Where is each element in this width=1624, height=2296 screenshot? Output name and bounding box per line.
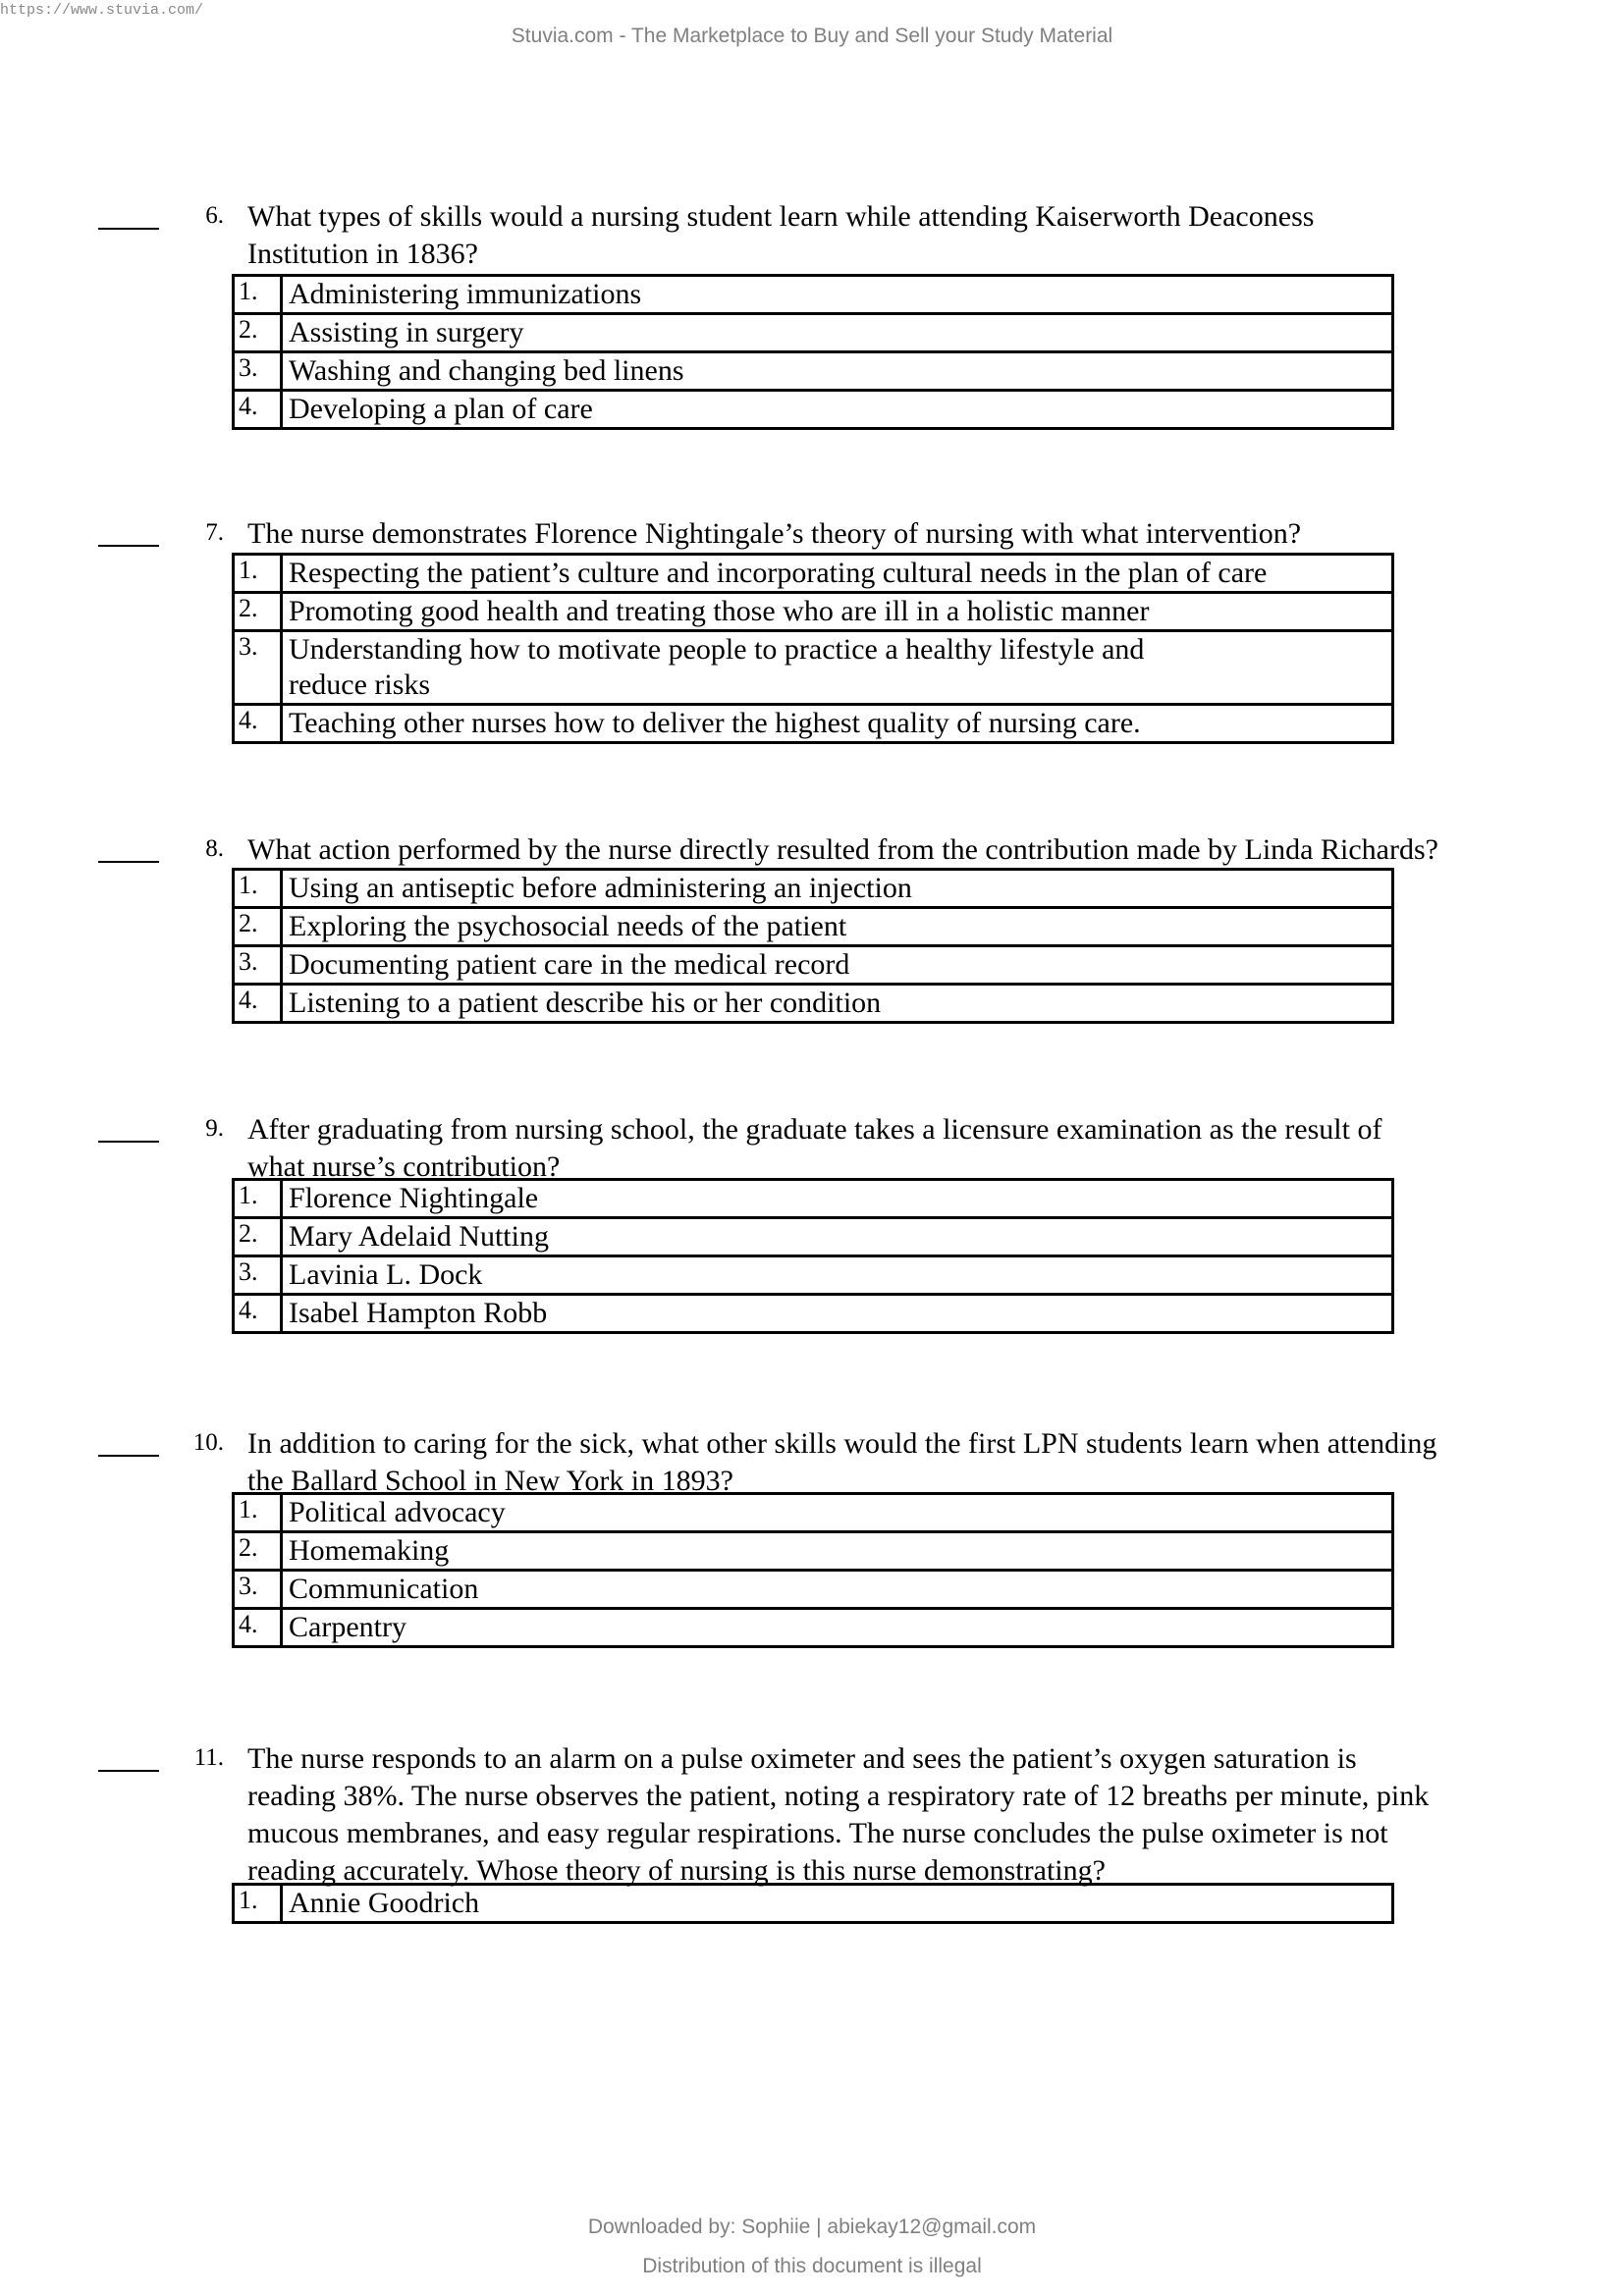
option-row[interactable]: 3. Understanding how to motivate people to practice a healthy lifestyle and reduce risks [234,631,1393,705]
question-number: 9. [205,1115,224,1142]
options-table [232,274,1394,430]
options-table [232,868,1394,1024]
options-table [232,1178,1394,1334]
options-table [232,553,1394,744]
question-text: What action performed by the nurse directly resulted from the contribution made by Linda Richards? [247,833,1438,866]
option-row[interactable]: 2. Homemaking [234,1532,1393,1571]
question-text: In addition to caring for the sick, what other skills would the first LPN students learn when attending the Ballard School in New York in 1893? [247,1427,1437,1497]
option-row[interactable]: 4. Carpentry [234,1609,1393,1647]
option-row[interactable]: 2. Mary Adelaid Nutting [234,1218,1393,1256]
footer-notice: Distribution of this document is illegal [642,2255,982,2277]
question-text: The nurse responds to an alarm on a pulse oximeter and sees the patient’s oxygen saturation is reading 38%. The nurse observes the patient, noting a respiratory rate of 12 breaths per minute, pink mucous membranes, and easy regular respirations. The nurse concludes the pulse oximeter is not reading accurately. Whose theory of nursing is this nurse demonstrating? [247,1742,1430,1887]
option-row[interactable]: 4. Teaching other nurses how to deliver the highest quality of nursing care. [234,705,1393,743]
question-number: 11. [193,1744,224,1771]
option-row[interactable]: 2. Exploring the psychosocial needs of the patient [234,908,1393,946]
option-row[interactable]: 4. Developing a plan of care [234,391,1393,429]
option-row[interactable]: 1. Annie Goodrich [234,1885,1393,1923]
option-row[interactable]: 3. Communication [234,1571,1393,1609]
question-number: 8. [205,835,224,862]
page-header: Stuvia.com - The Marketplace to Buy and Sell your Study Material [511,25,1113,47]
option-row[interactable]: 1. Florence Nightingale [234,1180,1393,1218]
option-row[interactable]: 3. Documenting patient care in the medical record [234,946,1393,985]
question-text: What types of skills would a nursing student learn while attending Kaiserworth Deaconess Institution in 1836? [247,200,1315,270]
question-text: The nurse demonstrates Florence Nightingale’s theory of nursing with what intervention? [247,517,1302,550]
option-row[interactable]: 4. Isabel Hampton Robb [234,1295,1393,1333]
question-number: 10. [192,1429,224,1456]
footer-downloaded-by: Downloaded by: Sophiie | abiekay12@gmail.com [587,2216,1037,2238]
option-row[interactable]: 2. Promoting good health and treating those who are ill in a holistic manner [234,593,1393,631]
option-row[interactable]: 1. Using an antiseptic before administering an injection [234,870,1393,908]
page-url: https://www.stuvia.com/ [0,2,204,19]
option-row[interactable]: 3. Washing and changing bed linens [234,352,1393,391]
option-row[interactable]: 3. Lavinia L. Dock [234,1256,1393,1295]
question-number: 6. [205,202,224,229]
option-row[interactable]: 1. Administering immunizations [234,276,1393,314]
option-row[interactable]: 1. Respecting the patient’s culture and incorporating cultural needs in the plan of care [234,555,1393,593]
question-text: After graduating from nursing school, the graduate takes a licensure examination as the result of what nurse’s contribution? [247,1113,1382,1183]
options-table [232,1492,1394,1648]
option-row[interactable]: 4. Listening to a patient describe his or her condition [234,985,1393,1023]
option-row[interactable]: 1. Political advocacy [234,1494,1393,1532]
option-row[interactable]: 2. Assisting in surgery [234,314,1393,352]
options-table [232,1883,1394,1924]
question-number: 7. [205,519,224,546]
